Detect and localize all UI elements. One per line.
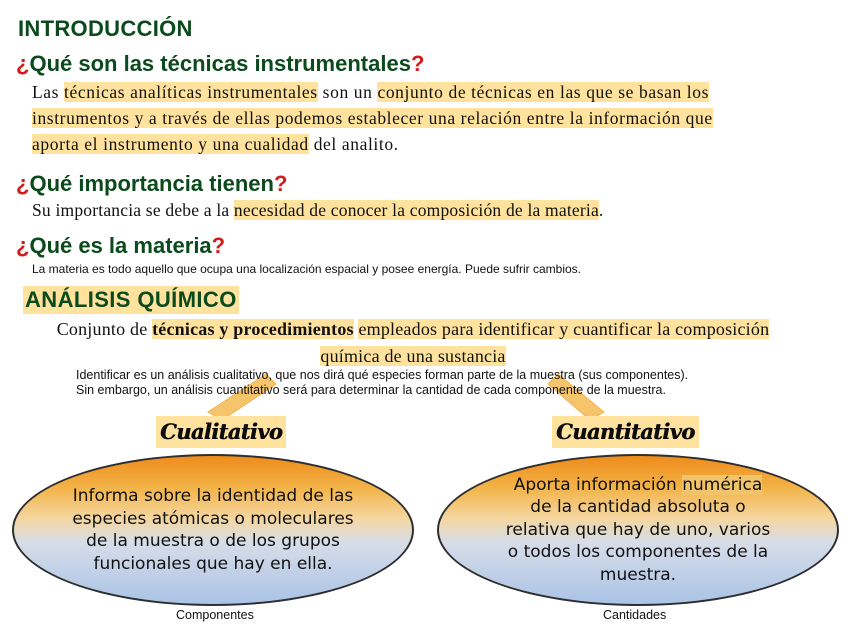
text-span: Su importancia se debe a la (32, 200, 234, 220)
question-open-mark: ¿ (16, 51, 30, 76)
cuantitativo-caption: Cantidades (603, 608, 667, 622)
note-line: Sin embargo, un análisis cuantitativo será para determinar la cantidad de cada componente de la muestra. (76, 383, 666, 397)
paragraph-materia: La materia es todo aquello que ocupa una localización espacial y posee energía. Puede sufrir cambios. (32, 262, 582, 276)
question-text: Qué importancia tienen (29, 171, 274, 196)
text-span: Conjunto de (56, 319, 153, 339)
question-close-mark: ? (410, 51, 425, 76)
cualitativo-caption: Componentes (176, 608, 254, 622)
text-span: . (598, 200, 604, 220)
text-span: Las (32, 82, 65, 102)
question-close-mark: ? (211, 233, 226, 258)
highlight-span: conjunto de técnicas en las que se basan los instrumentos y a través de ellas podemos establecer una relación entre la información que aporta el instrumento y una cualidad (32, 82, 713, 154)
cualitativo-description: Informa sobre la identidad de las especies atómicas o moleculares de la muestra o de los grupos funcionales que hay en ella. (72, 486, 354, 574)
question-close-mark: ? (273, 171, 288, 196)
cuantitativo-ellipse (437, 454, 839, 606)
analisis-title: ANÁLISIS QUÍMICO (25, 287, 237, 312)
cuantitativo-description (503, 474, 773, 587)
question-text: Qué es la materia (29, 233, 212, 258)
notes-block (76, 368, 688, 398)
highlight-span: técnicas analíticas instrumentales (64, 82, 318, 102)
text-span: Aporta información (513, 474, 683, 495)
text-span: son un (317, 82, 378, 102)
highlight-span: empleados para identificar y cuantificar la composición química de una sustancia (320, 319, 770, 366)
intro-title: INTRODUCCIÓN (18, 16, 193, 41)
text-span: de la cantidad absoluta o relativa que hay de uno, varios o todos los componentes de la muestra. (505, 497, 771, 585)
cualitativo-label: Cualitativo (156, 416, 286, 448)
highlight-span: numérica (682, 474, 763, 495)
question-text: Qué son las técnicas instrumentales (29, 51, 411, 76)
cuantitativo-label: Cuantitativo (552, 416, 699, 448)
cualitativo-ellipse (12, 454, 414, 606)
highlight-span: necesidad de conocer la composición de la materia (233, 200, 599, 220)
question-open-mark: ¿ (16, 233, 30, 258)
text-span: del analito. (308, 134, 399, 154)
highlight-bold-span: técnicas y procedimientos (152, 319, 354, 339)
note-line: Identificar es un análisis cualitativo, que nos dirá qué especies forman parte de la muestra (sus componentes). (76, 368, 689, 382)
question-open-mark: ¿ (16, 171, 30, 196)
